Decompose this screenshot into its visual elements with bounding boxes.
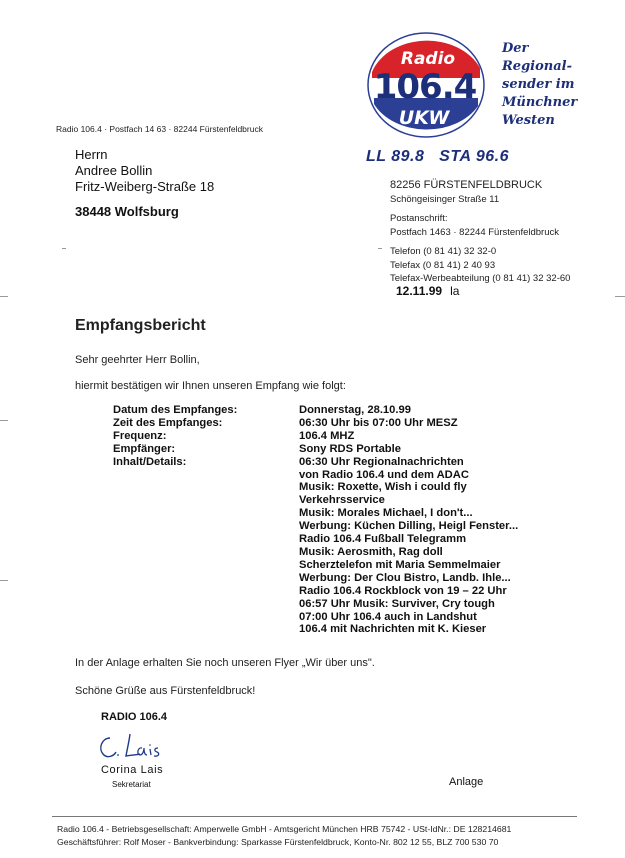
fold-mark xyxy=(378,248,382,249)
detail-value: 06:57 Uhr Musik: Surviver, Cry tough xyxy=(299,597,495,610)
detail-row xyxy=(113,585,539,598)
detail-value: von Radio 106.4 und dem ADAC xyxy=(299,468,469,481)
detail-value: Donnerstag, 28.10.99 xyxy=(299,404,411,416)
footer-line: Radio 106.4 - Betriebsgesellschaft: Amperwelle GmbH - Amtsgericht München HRB 75742 - USt-IdNr.: DE 128214681 xyxy=(57,824,512,834)
ad-fax: Telefax-Werbeabteilung (0 81 41) 32 32-60 xyxy=(390,273,571,284)
detail-row xyxy=(113,417,539,430)
closing-company: RADIO 106.4 xyxy=(101,711,168,723)
detail-row xyxy=(113,494,539,507)
detail-value: Musik: Aerosmith, Rag doll xyxy=(299,545,443,558)
detail-label xyxy=(113,546,299,559)
recipient-street: Fritz-Weiberg-Straße 18 xyxy=(75,179,215,194)
detail-value: 07:00 Uhr 106.4 auch in Landshut xyxy=(299,610,477,623)
detail-value: Musik: Roxette, Wish i could fly xyxy=(299,481,467,494)
tagline-line: Regional- xyxy=(502,59,572,74)
footer-divider xyxy=(52,816,577,817)
detail-value: Werbung: Der Clou Bistro, Landb. Ihle... xyxy=(299,571,511,584)
detail-value: Musik: Morales Michael, I don't... xyxy=(299,507,473,520)
letter-subject: Empfangsbericht xyxy=(75,317,206,334)
footer xyxy=(57,823,511,848)
phone: Telefon (0 81 41) 32 32-0 xyxy=(390,246,497,257)
detail-value: 06:30 Uhr bis 07:00 Uhr MESZ xyxy=(299,416,458,429)
fax: Telefax (0 81 41) 2 40 93 xyxy=(390,259,496,271)
sender-address xyxy=(390,179,570,286)
reception-details xyxy=(113,404,539,636)
detail-label xyxy=(113,481,299,494)
detail-row xyxy=(113,572,539,585)
tagline-line: Westen xyxy=(502,113,555,128)
detail-label xyxy=(113,623,299,636)
frequency-list: LL 89.8 STA 96.6 xyxy=(366,148,509,165)
recipient-city: 38448 Wolfsburg xyxy=(75,204,179,219)
greeting: Sehr geehrter Herr Bollin, xyxy=(75,354,200,366)
detail-value: 06:30 Uhr Regionalnachrichten xyxy=(299,455,464,468)
regards: Schöne Grüße aus Fürstenfeldbruck! xyxy=(75,685,256,697)
detail-row xyxy=(113,546,539,559)
detail-label xyxy=(113,598,299,611)
detail-row xyxy=(113,598,539,611)
logo-number: 106.4 xyxy=(373,67,477,107)
date-value: 12.11.99 xyxy=(396,284,443,298)
handwritten-signature xyxy=(96,728,166,762)
intro-text: hiermit bestätigen wir Ihnen unseren Empfang wie folgt: xyxy=(75,380,346,392)
detail-label xyxy=(113,469,299,482)
signer-name: Corina Lais xyxy=(101,764,164,776)
detail-row xyxy=(113,443,539,456)
footer-line: Geschäftsführer: Rolf Moser - Bankverbindung: Sparkasse Fürstenfeldbruck, Konto-Nr. 802 12 55, BLZ 700 530 70 xyxy=(57,836,499,847)
detail-row xyxy=(113,456,539,469)
fold-mark xyxy=(615,296,625,297)
tagline-line: Münchner xyxy=(502,95,578,110)
detail-label: Inhalt/Details: xyxy=(113,455,187,468)
enclosure-label: Anlage xyxy=(449,776,484,788)
detail-label xyxy=(113,520,299,533)
detail-value: Scherztelefon mit Maria Semmelmaier xyxy=(299,558,501,571)
detail-value: 106.4 MHZ xyxy=(299,429,355,442)
detail-label: Zeit des Empfanges: xyxy=(113,416,223,429)
sender-city: 82256 FÜRSTENFELDBRUCK xyxy=(390,179,543,191)
logo-word-bottom: UKW xyxy=(398,107,450,129)
recipient-address xyxy=(75,147,214,220)
radio-logo xyxy=(362,28,490,143)
detail-label xyxy=(113,507,299,520)
postal-label: Postanschrift: xyxy=(390,213,448,224)
detail-value: Werbung: Küchen Dilling, Heigl Fenster... xyxy=(299,520,519,533)
detail-row xyxy=(113,533,539,546)
fold-mark xyxy=(62,248,66,249)
tagline xyxy=(502,40,617,130)
postal-address: Postfach 1463 · 82244 Fürstenfeldbruck xyxy=(390,226,559,238)
detail-row xyxy=(113,507,539,520)
recipient-salutation: Herrn xyxy=(75,147,108,162)
detail-row xyxy=(113,404,539,417)
sender-return-line: Radio 106.4 · Postfach 14 63 · 82244 Fürstenfeldbruck xyxy=(56,124,263,134)
letter-date xyxy=(396,284,459,298)
logo-word-top: Radio xyxy=(400,49,456,69)
detail-value: Sony RDS Portable xyxy=(299,442,401,455)
detail-value: Radio 106.4 Fußball Telegramm xyxy=(299,533,467,546)
detail-value: Verkehrsservice xyxy=(299,494,385,507)
detail-row xyxy=(113,430,539,443)
detail-label: Datum des Empfanges: xyxy=(113,404,238,416)
detail-label xyxy=(113,559,299,572)
detail-row xyxy=(113,481,539,494)
detail-label xyxy=(113,611,299,624)
detail-label xyxy=(113,494,299,507)
fold-mark xyxy=(0,580,8,581)
tagline-line: Der xyxy=(502,41,529,56)
attachment-note: In der Anlage erhalten Sie noch unseren Flyer „Wir über uns". xyxy=(75,657,375,669)
detail-row xyxy=(113,611,539,624)
detail-label xyxy=(113,572,299,585)
detail-value: 106.4 mit Nachrichten mit K. Kieser xyxy=(299,623,487,636)
detail-label: Empfänger: xyxy=(113,442,176,455)
fold-mark xyxy=(0,296,8,297)
detail-row xyxy=(113,469,539,482)
detail-row xyxy=(113,520,539,533)
sender-street: Schöngeisinger Straße 11 xyxy=(390,193,500,205)
detail-label xyxy=(113,585,299,598)
detail-row xyxy=(113,623,539,636)
reference-initials: la xyxy=(450,284,460,298)
recipient-name: Andree Bollin xyxy=(75,163,153,178)
detail-label xyxy=(113,533,299,546)
tagline-line: sender im xyxy=(502,77,575,92)
signer-role: Sekretariat xyxy=(112,780,151,789)
detail-label: Frequenz: xyxy=(113,429,167,442)
fold-mark xyxy=(0,420,8,421)
detail-value: Radio 106.4 Rockblock von 19 – 22 Uhr xyxy=(299,584,507,597)
detail-row xyxy=(113,559,539,572)
